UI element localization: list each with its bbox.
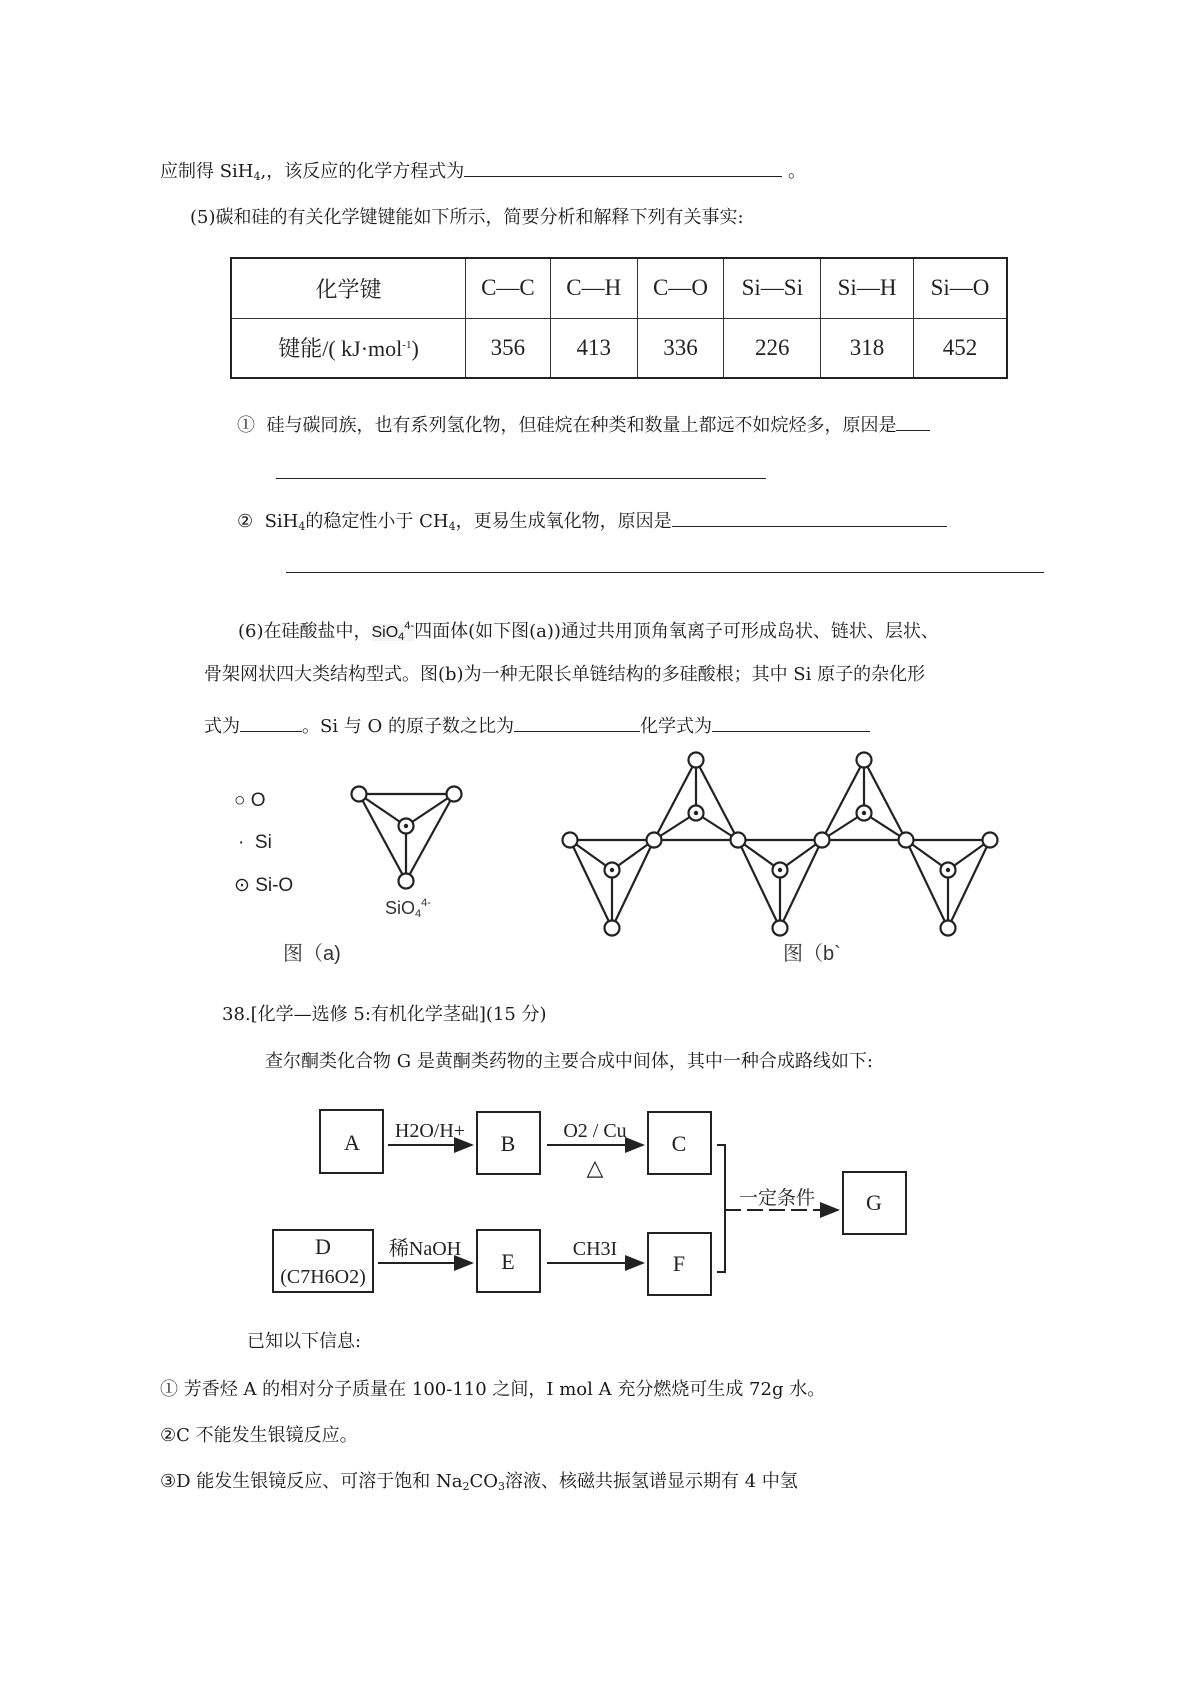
silicon-atom (694, 811, 698, 815)
known-info-3 (160, 1470, 798, 1499)
q2-sub-a: 4 (298, 520, 306, 533)
bond-name: Si—O (913, 258, 1007, 318)
figure-a-ion-label (385, 897, 431, 920)
part6-line-1 (238, 614, 939, 649)
bridging-oxygen-atom (983, 833, 998, 848)
q2-sub-b: 4 (448, 520, 456, 533)
chain-bond (654, 760, 696, 840)
bond-table-row-label (231, 318, 466, 378)
chain-bond (696, 760, 738, 840)
bond-name: Si—H (821, 258, 914, 318)
compound-a: A (344, 1130, 360, 1155)
info3-a: ③D 能发生银镜反应、可溶于饱和 Na (160, 1471, 463, 1492)
legend-label: Si-O (255, 875, 294, 896)
terminal-oxygen-atom (605, 921, 620, 936)
terminal-oxygen-atom (941, 921, 956, 936)
figure-a-caption: 图（a) (283, 943, 341, 965)
bond-energy: 452 (913, 318, 1007, 378)
ion-base: SiO (371, 624, 399, 641)
ion-label-base: SiO (385, 898, 416, 918)
ion-label-sup: 4- (421, 897, 431, 909)
info3-sub1: 2 (462, 1480, 470, 1493)
chain-bond (906, 840, 948, 928)
q38-intro: 查尔酮类化合物 G 是黄酮类药物的主要合成中间体，其中一种合成路线如下: (265, 1051, 873, 1072)
silicon-dot-icon: · (238, 832, 245, 853)
part4-suffix: 。 (787, 161, 806, 182)
hybridization-blank[interactable] (240, 713, 302, 732)
part5-question-2 (237, 508, 947, 539)
compound-d-formula: (C7H6O2) (280, 1266, 366, 1288)
part5-intro: (5)碳和硅的有关化学键键能如下所示，简要分析和解释下列有关事实: (190, 207, 744, 228)
bond-energy: 226 (724, 318, 821, 378)
q2-answer-blank-start[interactable] (672, 508, 947, 527)
q1-text: 硅与碳同族，也有系列氢化物，但硅烷在种类和数量上都远不如烷烃多，原因是 (266, 415, 897, 436)
row-label-main: 键能/( kJ·mol (278, 336, 403, 362)
bond-energy: 413 (550, 318, 637, 378)
legend-silicon (238, 832, 272, 854)
legend-label: Si (254, 832, 272, 853)
ion-label-sub: 4 (415, 908, 422, 920)
chain-bond (780, 840, 822, 928)
info3-b: CO (469, 1471, 499, 1492)
chain-bond (948, 840, 990, 928)
bond-name: Si—Si (724, 258, 821, 318)
known-info-intro: 已知以下信息: (247, 1331, 362, 1352)
si-o-overlap-icon: ⊙ (234, 875, 250, 896)
row-label-end: ) (411, 336, 419, 362)
compound-d: D (315, 1234, 331, 1259)
part6-prefix: (6)在硅酸盐中， (238, 621, 372, 642)
bond-table-energy-row (231, 318, 1007, 378)
q1-answer-blank-start[interactable] (896, 412, 930, 431)
synthesis-scheme (265, 1100, 925, 1300)
bridging-oxygen-atom (815, 833, 830, 848)
terminal-oxygen-atom (773, 921, 788, 936)
q2-number: ② (237, 511, 254, 532)
chain-bond (738, 840, 780, 928)
oxygen-atom (447, 787, 462, 802)
bond-name: C—C (466, 258, 551, 318)
part6-line3-b: 。Si 与 O 的原子数之比为 (302, 716, 515, 737)
q38-title: 38.[化学—选修 5:有机化学茎础](15 分) (222, 1004, 547, 1025)
reagent-b-c-top: O2 / Cu (563, 1120, 627, 1142)
q1-answer-line[interactable] (276, 478, 766, 479)
part4-answer-blank[interactable] (464, 158, 782, 177)
ratio-blank[interactable] (514, 713, 640, 732)
compound-g: G (866, 1190, 882, 1215)
legend-oxygen (234, 790, 266, 812)
legend-label: O (250, 790, 266, 811)
info3-sub2: 3 (498, 1480, 506, 1493)
oxygen-atom (399, 874, 414, 889)
legend-si-o (234, 874, 293, 897)
part5-question-1 (237, 412, 930, 438)
q2-text-c: ，更易生成氧化物，原因是 (455, 511, 672, 532)
q2-text-b: 的稳定性小于 CH (305, 511, 449, 532)
part4-middle: ，该反应的化学方程式为 (266, 161, 465, 182)
part6-line3-c: 化学式为 (640, 716, 713, 737)
figure-b-caption: 图（b` (783, 943, 841, 965)
bond-energy: 356 (466, 318, 551, 378)
condition-to-g: 一定条件 (738, 1188, 816, 1209)
ion-sup: 4- (404, 620, 415, 632)
reagent-d-e: 稀NaOH (388, 1238, 462, 1260)
compound-b: B (500, 1131, 516, 1156)
part6-line3-a: 式为 (204, 716, 240, 737)
bond-table-header-row (231, 258, 1007, 318)
part4-sub: 4 (253, 170, 261, 183)
known-info-1: ① 芳香烃 A 的相对分子质量在 100-110 之间，I mol A 充分燃烧可生成 72g 水。 (160, 1379, 826, 1400)
figure-b-chain (550, 745, 1080, 940)
q2-answer-line[interactable] (286, 572, 1044, 573)
info3-c: 溶液、核磁共振氢谱显示期有 4 中氢 (505, 1471, 798, 1492)
bond-table-header-label: 化学键 (231, 258, 466, 318)
compound-c: C (671, 1131, 687, 1156)
silicon-atom (404, 824, 408, 828)
bridging-oxygen-atom (899, 833, 914, 848)
reagent-e-f: CH3I (572, 1238, 618, 1260)
chain-bond (822, 760, 864, 840)
bridging-oxygen-atom (647, 833, 662, 848)
part4-prefix: 应制得 SiH (160, 161, 254, 182)
known-info-2: ②C 不能发生银镜反应。 (160, 1425, 358, 1446)
bond-name: C—H (550, 258, 637, 318)
terminal-oxygen-atom (689, 753, 704, 768)
reagent-b-c-bottom: △ (586, 1155, 604, 1180)
compound-f: F (672, 1251, 686, 1276)
figure-a-tetrahedron (340, 775, 480, 895)
bond-energy: 336 (637, 318, 724, 378)
chain-bond (570, 840, 612, 928)
oxygen-atom (352, 787, 367, 802)
chain-bond (864, 760, 906, 840)
bridging-oxygen-atom (563, 833, 578, 848)
part6-line1-rest: 四面体(如下图(a))通过共用顶角氧离子可形成岛状、链状、层状、 (414, 621, 939, 642)
chain-bond (612, 840, 654, 928)
terminal-oxygen-atom (857, 753, 872, 768)
bond-energy-table (230, 257, 1008, 379)
bond-name: C—O (637, 258, 724, 318)
bracket-c-f (717, 1145, 725, 1272)
oxygen-circle-icon: ○ (234, 790, 246, 811)
row-label-sup: -1 (402, 339, 412, 352)
bond-energy: 318 (821, 318, 914, 378)
silicon-atom (610, 868, 614, 872)
silicon-atom (946, 868, 950, 872)
formula-blank[interactable] (712, 713, 870, 732)
part6-line-3 (204, 713, 870, 739)
bridging-oxygen-atom (731, 833, 746, 848)
silicon-atom (778, 868, 782, 872)
reagent-a-b: H2O/H+ (394, 1120, 466, 1142)
q2-text-a: SiH (264, 511, 299, 532)
compound-e: E (501, 1249, 515, 1274)
q1-number: ① (237, 415, 255, 436)
part6-line-2: 骨架网状四大类结构型式。图(b)为一种无限长单链结构的多硅酸根；其中 Si 原子的杂化形 (204, 664, 926, 685)
silicate-ion-inline (371, 620, 415, 643)
silicon-atom (862, 811, 866, 815)
part4-equation-line: 应制得 SiH$_4$,，该反应的化学方程式为 。 (160, 158, 806, 189)
ion-sub: 4 (398, 631, 405, 643)
